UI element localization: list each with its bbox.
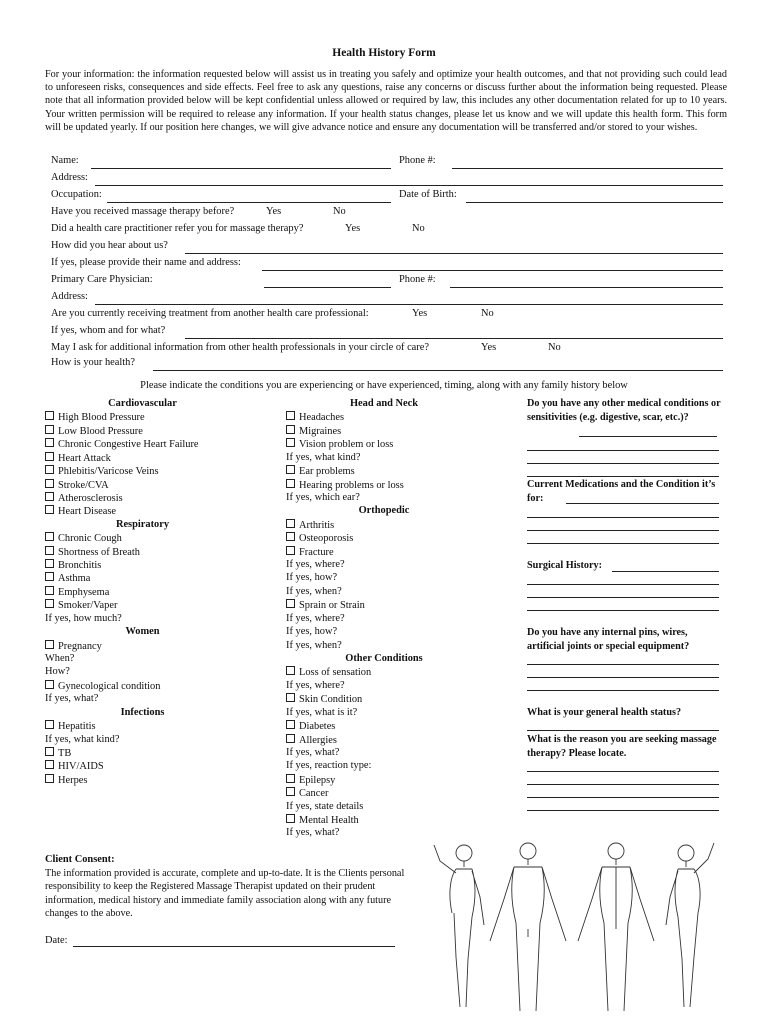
physician-address-field[interactable] bbox=[95, 304, 723, 305]
massage-before-yes[interactable]: Yes bbox=[266, 206, 282, 217]
checkbox-box[interactable] bbox=[45, 532, 54, 541]
checkbox-asthma[interactable] bbox=[45, 572, 90, 584]
section-heading-head-and-neck: Head and Neck bbox=[349, 398, 419, 409]
other-treatment-question: Are you currently receiving treatment from another health care professional: bbox=[51, 308, 369, 319]
checkbox-chronic-cough[interactable] bbox=[45, 532, 122, 544]
checkbox-hiv-aids[interactable] bbox=[45, 760, 104, 772]
checkbox-label: Vision problem or loss bbox=[299, 439, 394, 451]
massage-before-question: Have you received massage therapy before? bbox=[51, 206, 235, 217]
checkbox-box[interactable] bbox=[286, 425, 295, 434]
checkbox-box[interactable] bbox=[45, 747, 54, 756]
consent-title: Client Consent: bbox=[45, 854, 115, 865]
surgical-history-field-2[interactable] bbox=[527, 597, 719, 598]
checkbox-arthritis[interactable] bbox=[286, 519, 334, 531]
massage-before-no[interactable]: No bbox=[333, 206, 346, 217]
checkbox-label: Allergies bbox=[299, 734, 337, 746]
checkbox-box[interactable] bbox=[286, 519, 295, 528]
checkbox-gynecological-condition[interactable] bbox=[45, 680, 160, 692]
follow-up-prompt: If yes, what? bbox=[286, 827, 340, 839]
checkbox-heart-disease[interactable] bbox=[45, 505, 116, 517]
checkbox-box[interactable] bbox=[45, 586, 54, 595]
physician-label: Primary Care Physician: bbox=[51, 274, 153, 285]
section-heading-infections: Infections bbox=[120, 706, 165, 718]
whom-label: If yes, whom and for what? bbox=[51, 325, 166, 336]
medications-field-0[interactable] bbox=[566, 503, 719, 504]
checkbox-hepatitis[interactable] bbox=[45, 720, 96, 732]
medications-question: Current Medications and the Condition it’s for: bbox=[527, 479, 716, 504]
checkbox-label: Herpes bbox=[58, 774, 88, 786]
follow-up-prompt: If yes, when? bbox=[286, 585, 342, 597]
checkbox-box[interactable] bbox=[286, 720, 295, 729]
pins-field-1[interactable] bbox=[527, 677, 719, 678]
checkbox-label: Low Blood Pressure bbox=[58, 425, 143, 437]
intro-paragraph: For your information: the information requested below will assist us in treating you safely and optimize your health outcomes, and that not providing such could lead to unforeseen risks, consequences and side effects. Feel free to ask any questions, raise any concerns or discuss further about the information being requested. Please note that all information provided below will be kept confidential unless allowed or required by law, this includes any other documentation related for up to 10 years. Your written permission will be required to release any information. If your health status changes, please let us know and we will update this health form. This form will be updated yearly. If our position here changes, we will give advance notice and ensure any documentation will be transferred and/or stored to your wishes. bbox=[45, 69, 727, 133]
checkbox-box[interactable] bbox=[45, 452, 54, 461]
checkbox-label: Asthma bbox=[58, 573, 91, 585]
checkbox-label: Chronic Cough bbox=[58, 533, 122, 545]
occupation-label: Occupation: bbox=[51, 189, 102, 200]
checkbox-label: Emphysema bbox=[58, 586, 110, 598]
follow-up-prompt: If yes, what kind? bbox=[286, 451, 361, 463]
checkbox-label: Shortness of Breath bbox=[58, 546, 140, 558]
checkbox-ear-problems[interactable] bbox=[286, 465, 355, 477]
checkbox-label: Osteoporosis bbox=[299, 533, 354, 545]
checkbox-label: Headaches bbox=[299, 412, 344, 424]
checkbox-box[interactable] bbox=[286, 774, 295, 783]
checkbox-osteoporosis[interactable] bbox=[286, 532, 353, 544]
checkbox-vision-problem-or-loss[interactable] bbox=[286, 438, 393, 450]
other-treatment-no[interactable]: No bbox=[481, 308, 494, 319]
checkbox-box[interactable] bbox=[286, 438, 295, 447]
other-treatment-yes[interactable]: Yes bbox=[412, 308, 428, 319]
referral-no[interactable]: No bbox=[412, 223, 425, 234]
checkbox-epilepsy[interactable] bbox=[286, 774, 335, 786]
date-label: Date: bbox=[45, 935, 68, 946]
checkbox-low-blood-pressure[interactable] bbox=[45, 425, 143, 437]
health-status-field[interactable] bbox=[527, 730, 719, 731]
physician-field[interactable] bbox=[264, 287, 391, 288]
follow-up-prompt: If yes, what? bbox=[286, 746, 340, 758]
may-ask-no[interactable]: No bbox=[548, 342, 561, 353]
other-conditions-question: Do you have any other medical conditions or sensitivities (e.g. digestive, scar, etc.)? bbox=[527, 398, 721, 423]
other-conditions-field-3[interactable] bbox=[527, 476, 719, 477]
checkbox-label: TB bbox=[58, 747, 72, 759]
checkbox-label: Chronic Congestive Heart Failure bbox=[58, 439, 199, 451]
reason-field-3[interactable] bbox=[527, 810, 719, 811]
reason-question: What is the reason you are seeking massage therapy? Please locate. bbox=[527, 734, 717, 759]
checkbox-high-blood-pressure[interactable] bbox=[45, 411, 145, 423]
checkbox-bronchitis[interactable] bbox=[45, 559, 101, 571]
checkbox-label: Diabetes bbox=[299, 721, 336, 733]
checkbox-box[interactable] bbox=[45, 492, 54, 501]
checkbox-label: Sprain or Strain bbox=[299, 600, 365, 612]
checkbox-label: Heart Disease bbox=[58, 506, 116, 518]
checkbox-label: Arthritis bbox=[299, 519, 335, 531]
checkbox-tb[interactable] bbox=[45, 747, 71, 759]
conditions-intro: Please indicate the conditions you are experiencing or have experienced, timing, along with any family history below bbox=[140, 380, 628, 391]
follow-up-prompt: If yes, how? bbox=[286, 626, 338, 638]
surgical-history-field-0[interactable] bbox=[612, 571, 719, 572]
section-heading-orthopedic: Orthopedic bbox=[358, 505, 410, 517]
checkbox-box[interactable] bbox=[286, 546, 295, 555]
may-ask-question: May I ask for additional information from other health professionals in your circle of care? bbox=[51, 342, 429, 353]
checkbox-box[interactable] bbox=[45, 599, 54, 608]
checkbox-label: Hearing problems or loss bbox=[299, 479, 404, 491]
pins-field-2[interactable] bbox=[527, 690, 719, 691]
checkbox-sprain-or-strain[interactable] bbox=[286, 599, 365, 611]
checkbox-label: Mental Health bbox=[299, 815, 359, 827]
checkbox-label: HIV/AIDS bbox=[58, 761, 104, 773]
checkbox-shortness-of-breath[interactable] bbox=[45, 546, 140, 558]
occupation-field[interactable] bbox=[107, 202, 391, 203]
consent-text: The information provided is accurate, complete and up-to-date. It is the Clients personal responsibility to keep the Registered Massage Therapist updated on their prudent information, medical history and immediate family association along with any future changes to the above. bbox=[45, 868, 405, 920]
follow-up-prompt: When? bbox=[45, 652, 75, 664]
checkbox-label: Hepatitis bbox=[58, 721, 96, 733]
checkbox-label: Migraines bbox=[299, 425, 342, 437]
checkbox-herpes[interactable] bbox=[45, 774, 87, 786]
checkbox-label: Smoker/Vaper bbox=[58, 600, 118, 612]
hear-about-field[interactable] bbox=[185, 253, 723, 254]
checkbox-migraines[interactable] bbox=[286, 425, 341, 437]
health-field[interactable] bbox=[153, 370, 723, 371]
checkbox-headaches[interactable] bbox=[286, 411, 344, 423]
checkbox-mental-health[interactable] bbox=[286, 814, 359, 826]
checkbox-chronic-congestive-heart-failure[interactable] bbox=[45, 438, 199, 450]
checkbox-box[interactable] bbox=[286, 599, 295, 608]
may-ask-yes[interactable]: Yes bbox=[481, 342, 497, 353]
checkbox-label: Epilepsy bbox=[299, 774, 336, 786]
physician-phone-field[interactable] bbox=[450, 287, 723, 288]
surgical-history-field-3[interactable] bbox=[527, 610, 719, 611]
checkbox-box[interactable] bbox=[286, 693, 295, 702]
physician-address-label: Address: bbox=[51, 291, 88, 302]
checkbox-label: Gynecological condition bbox=[58, 680, 161, 692]
checkbox-box[interactable] bbox=[286, 734, 295, 743]
address-label: Address: bbox=[51, 172, 88, 183]
provide-name-field[interactable] bbox=[262, 270, 723, 271]
checkbox-label: Ear problems bbox=[299, 466, 355, 478]
checkbox-label: Stroke/CVA bbox=[58, 479, 109, 491]
checkbox-diabetes[interactable] bbox=[286, 720, 335, 732]
checkbox-label: High Blood Pressure bbox=[58, 412, 145, 424]
checkbox-box[interactable] bbox=[45, 559, 54, 568]
checkbox-box[interactable] bbox=[45, 572, 54, 581]
form-title: Health History Form bbox=[332, 47, 436, 59]
checkbox-label: Phlebitis/Varicose Veins bbox=[58, 466, 159, 478]
checkbox-box[interactable] bbox=[45, 411, 54, 420]
checkbox-loss-of-sensation[interactable] bbox=[286, 666, 371, 678]
medications-field-2[interactable] bbox=[527, 530, 719, 531]
checkbox-label: Skin Condition bbox=[299, 694, 363, 706]
checkbox-cancer[interactable] bbox=[286, 787, 328, 799]
reason-field-1[interactable] bbox=[527, 784, 719, 785]
address-field[interactable] bbox=[95, 185, 723, 186]
checkbox-box[interactable] bbox=[45, 774, 54, 783]
follow-up-prompt: If yes, what? bbox=[45, 693, 99, 705]
checkbox-box[interactable] bbox=[286, 465, 295, 474]
checkbox-box[interactable] bbox=[45, 479, 54, 488]
reason-field-0[interactable] bbox=[527, 771, 719, 772]
follow-up-prompt: How? bbox=[45, 666, 70, 678]
checkbox-box[interactable] bbox=[286, 814, 295, 823]
checkbox-box[interactable] bbox=[45, 465, 54, 474]
checkbox-skin-condition[interactable] bbox=[286, 693, 362, 705]
follow-up-prompt: If yes, state details bbox=[286, 800, 364, 812]
other-conditions-field-2[interactable] bbox=[527, 463, 719, 464]
follow-up-prompt: If yes, where? bbox=[286, 559, 345, 571]
follow-up-prompt: If yes, when? bbox=[286, 639, 342, 651]
surgical-history-field-1[interactable] bbox=[527, 584, 719, 585]
phone-field[interactable] bbox=[452, 168, 723, 169]
checkbox-box[interactable] bbox=[45, 505, 54, 514]
body-figure-back bbox=[578, 843, 654, 1011]
checkbox-box[interactable] bbox=[45, 438, 54, 447]
checkbox-label: Atherosclerosis bbox=[58, 492, 123, 504]
name-field[interactable] bbox=[91, 168, 391, 169]
checkbox-heart-attack[interactable] bbox=[45, 452, 111, 464]
provide-name-label: If yes, please provide their name and address: bbox=[51, 257, 241, 268]
phone-label: Phone #: bbox=[399, 155, 436, 166]
checkbox-atherosclerosis[interactable] bbox=[45, 492, 123, 504]
section-heading-women: Women bbox=[125, 626, 160, 638]
section-heading-cardiovascular: Cardiovascular bbox=[108, 398, 177, 409]
body-figure-front bbox=[490, 843, 566, 1011]
body-figure-side-left bbox=[434, 845, 484, 1007]
section-heading-respiratory: Respiratory bbox=[115, 518, 170, 530]
reason-field-2[interactable] bbox=[527, 797, 719, 798]
dob-label: Date of Birth: bbox=[399, 189, 457, 200]
checkbox-box[interactable] bbox=[45, 680, 54, 689]
hear-about-label: How did you hear about us? bbox=[51, 240, 168, 251]
referral-question: Did a health care practitioner refer you for massage therapy? bbox=[51, 223, 304, 234]
health-label: How is your health? bbox=[51, 357, 135, 368]
other-conditions-field-1[interactable] bbox=[527, 450, 719, 451]
checkbox-label: Bronchitis bbox=[58, 560, 102, 572]
checkbox-hearing-problems-or-loss[interactable] bbox=[286, 479, 404, 491]
checkbox-stroke-cva[interactable] bbox=[45, 479, 109, 491]
date-field[interactable] bbox=[73, 946, 395, 947]
dob-field[interactable] bbox=[466, 202, 723, 203]
checkbox-label: Pregnancy bbox=[58, 640, 102, 652]
checkbox-pregnancy[interactable] bbox=[45, 640, 102, 652]
body-diagram[interactable] bbox=[428, 837, 720, 1017]
follow-up-prompt: If yes, reaction type: bbox=[286, 760, 372, 772]
follow-up-prompt: If yes, what kind? bbox=[45, 733, 120, 745]
surgical-history-question: Surgical History: bbox=[527, 560, 602, 571]
checkbox-box[interactable] bbox=[45, 640, 54, 649]
follow-up-prompt: If yes, where? bbox=[286, 679, 345, 691]
checkbox-box[interactable] bbox=[286, 787, 295, 796]
follow-up-prompt: If yes, where? bbox=[286, 612, 345, 624]
section-heading-other-conditions: Other Conditions bbox=[345, 652, 423, 664]
checkbox-allergies[interactable] bbox=[286, 734, 337, 746]
medications-field-3[interactable] bbox=[527, 543, 719, 544]
body-figure-side-right bbox=[666, 843, 714, 1007]
checkbox-box[interactable] bbox=[45, 425, 54, 434]
checkbox-box[interactable] bbox=[286, 666, 295, 675]
follow-up-prompt: If yes, how? bbox=[286, 572, 338, 584]
checkbox-box[interactable] bbox=[286, 479, 295, 488]
follow-up-prompt: If yes, what is it? bbox=[286, 706, 358, 718]
name-label: Name: bbox=[51, 155, 79, 166]
checkbox-label: Heart Attack bbox=[58, 452, 111, 464]
pins-question: Do you have any internal pins, wires, artificial joints or special equipment? bbox=[527, 627, 690, 652]
follow-up-prompt: If yes, which ear? bbox=[286, 491, 360, 503]
checkbox-box[interactable] bbox=[45, 760, 54, 769]
follow-up-prompt: If yes, how much? bbox=[45, 612, 122, 624]
checkbox-box[interactable] bbox=[45, 720, 54, 729]
checkbox-fracture[interactable] bbox=[286, 546, 334, 558]
checkbox-label: Loss of sensation bbox=[299, 667, 372, 679]
checkbox-box[interactable] bbox=[286, 411, 295, 420]
whom-field[interactable] bbox=[185, 338, 723, 339]
other-conditions-field-0[interactable] bbox=[579, 436, 717, 437]
pins-field-0[interactable] bbox=[527, 664, 719, 665]
physician-phone-label: Phone #: bbox=[399, 274, 436, 285]
medications-field-1[interactable] bbox=[527, 517, 719, 518]
checkbox-emphysema[interactable] bbox=[45, 586, 109, 598]
checkbox-phlebitis-varicose-veins[interactable] bbox=[45, 465, 159, 477]
referral-yes[interactable]: Yes bbox=[345, 223, 361, 234]
checkbox-label: Cancer bbox=[299, 788, 329, 800]
health-status-question: What is your general health status? bbox=[527, 707, 682, 718]
checkbox-smoker-vaper[interactable] bbox=[45, 599, 117, 611]
checkbox-box[interactable] bbox=[45, 546, 54, 555]
checkbox-label: Fracture bbox=[299, 546, 334, 558]
checkbox-box[interactable] bbox=[286, 532, 295, 541]
